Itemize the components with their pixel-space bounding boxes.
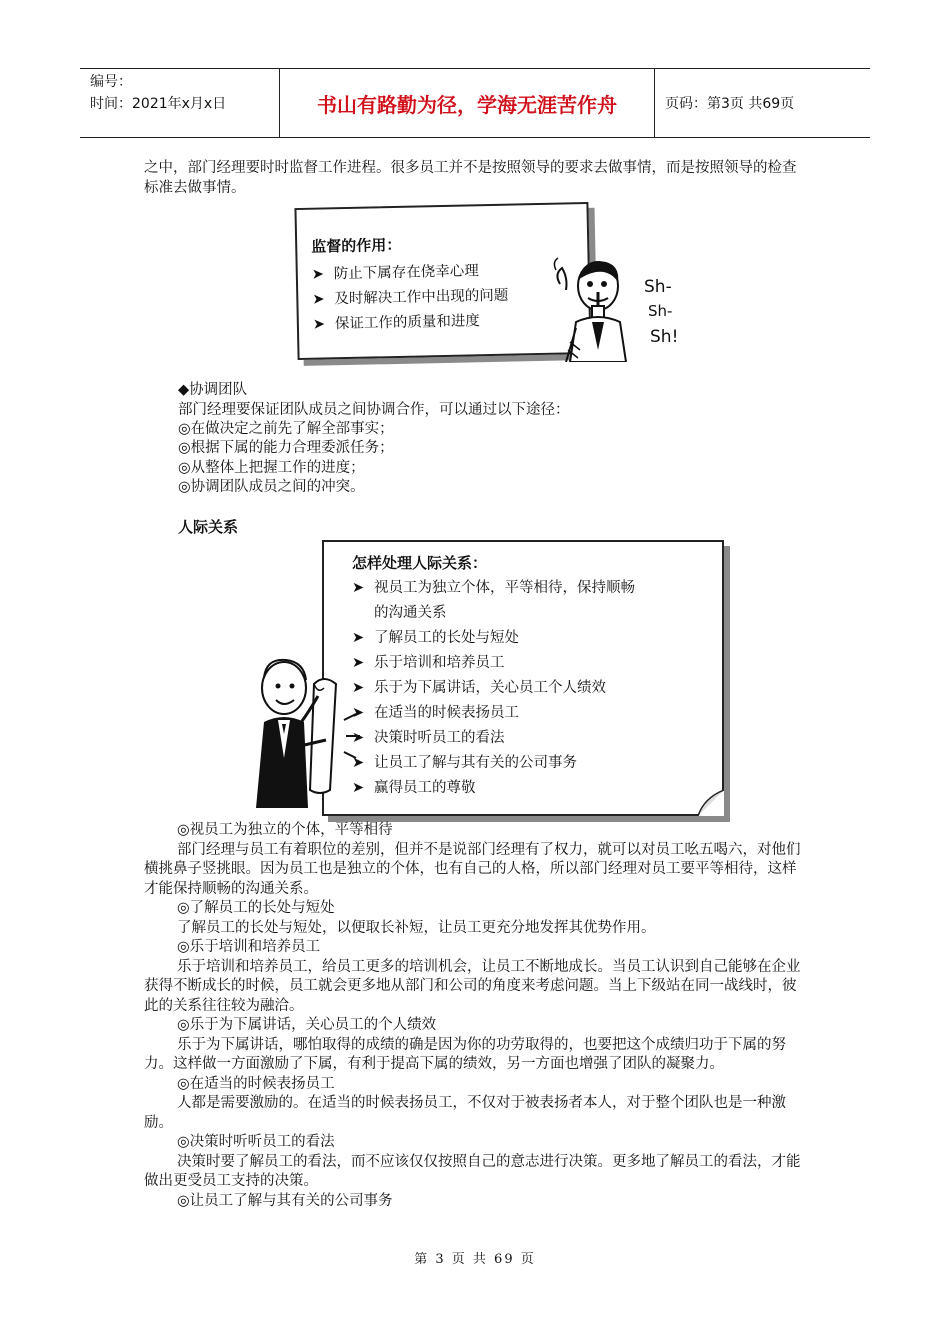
list-item: ➤ 让员工了解与其有关的公司事务 <box>352 751 635 776</box>
section-title: ◎让员工了解与其有关的公司事务 <box>177 1192 393 1209</box>
section-body: 乐于为下属讲话，哪怕取得的成绩的确是因为你的功劳取得的，也要把这个成绩归功于下属的努力。这样做一方面激励了下属，有利于提高下属的绩效，另一方面也增强了团队的凝聚力。 <box>144 1036 786 1072</box>
supervision-box-title: 监督的作用： <box>311 235 402 256</box>
arrow-icon: ➤ <box>311 266 325 283</box>
relations-heading: 人际关系 <box>178 518 239 536</box>
intro-paragraph: 之中，部门经理要时时监督工作进程。很多员工并不是按照领导的要求去做事情，而是按照领导的检查标准去做事情。 <box>144 160 797 196</box>
arrow-icon: ➤ <box>352 780 365 796</box>
presenter-illustration <box>244 640 364 812</box>
arrow-icon: ➤ <box>352 705 365 721</box>
list-item: ➤ 乐于为下属讲话，关心员工个人绩效 <box>352 676 635 701</box>
list-item: ➤ 决策时听员工的看法 <box>352 726 635 751</box>
section-title: ◎视员工为独立的个体，平等相待 <box>177 822 393 838</box>
section-title: ◎乐于为下属讲话，关心员工的个人绩效 <box>177 1017 437 1033</box>
list-item: ➤ 保证工作的质量和进度 <box>313 309 509 338</box>
section-body: 乐于培训和培养员工，给员工更多的培训机会，让员工不断地成长。当员工认识到自己能够在企业获得不断成长的时候，员工就会更多地从部门和公司的角度来考虑问题。当上下级站在同一战线时，彼此的关系往往较为融洽。 <box>144 958 801 1014</box>
list-item: ➤ 乐于培训和培养员工 <box>352 651 635 676</box>
relations-body <box>144 821 808 1211</box>
section-body: 了解员工的长处与短处，以便取长补短，让员工更充分地发挥其优势作用。 <box>177 919 656 936</box>
header-page-info: 页码：第3页 共69页 <box>665 96 795 112</box>
page-curl-icon <box>698 790 724 816</box>
arrow-icon: ➤ <box>352 655 365 671</box>
shushing-man-illustration <box>548 250 693 362</box>
section-body: 决策时要了解员工的看法，而不应该仅仅按照自己的意志进行决策。更多地了解员工的看法，才能做出更受员工支持的决策。 <box>144 1153 801 1189</box>
relations-box <box>322 540 724 816</box>
section-title: ◎乐于培训和培养员工 <box>177 939 321 955</box>
coordination-item: ◎从整体上把握工作的进度； <box>178 460 365 476</box>
speech-sh-1: Sh- <box>644 277 672 297</box>
list-item: 的沟通关系 <box>374 605 447 621</box>
arrow-icon: ➤ <box>352 680 365 696</box>
number-label: 编号： <box>90 74 132 90</box>
section-title: ◎在适当的时候表扬员工 <box>177 1075 335 1092</box>
supervision-list <box>312 259 510 338</box>
section-body: 人都是需要激励的。在适当的时候表扬员工，不仅对于被表扬者本人，对于整个团队也是一种激励。 <box>144 1095 786 1131</box>
page-footer: 第 3 页 共 69 页 <box>414 1252 536 1267</box>
list-item: ➤ 了解员工的长处与短处 <box>352 626 635 651</box>
arrow-icon: ➤ <box>352 730 365 746</box>
header-divider <box>654 69 655 137</box>
list-item: ➤ 及时解决工作中出现的问题 <box>312 284 508 313</box>
page-header <box>80 68 870 138</box>
section-title: ◎了解员工的长处与短处 <box>177 900 335 916</box>
coordination-item: ◎根据下属的能力合理委派任务； <box>178 440 394 456</box>
speech-sh-2: Sh- <box>648 302 673 320</box>
arrow-icon: ➤ <box>352 755 365 771</box>
arrow-icon: ➤ <box>352 630 365 646</box>
section-body: 部门经理与员工有着职位的差别，但并不是说部门经理有了权力，就可以对员工吆五喝六，对他们横挑鼻子竖挑眼。因为员工也是独立的个体，也有自己的人格，所以部门经理对员工要平等相待，这样才能保持顺畅的沟通关系。 <box>144 841 801 897</box>
time-label: 时间：2021年x月x日 <box>90 96 227 112</box>
coordination-heading: ◆协调团队 <box>178 382 248 398</box>
arrow-icon: ➤ <box>312 291 325 308</box>
arrow-icon: ➤ <box>312 316 326 333</box>
list-item: ➤ 防止下属存在侥幸心理 <box>312 259 508 288</box>
list-item: ➤ 视员工为独立个体，平等相待，保持顺畅 <box>352 576 635 601</box>
arrow-icon: ➤ <box>352 580 365 596</box>
header-meta <box>90 71 226 115</box>
list-item: ➤ 在适当的时候表扬员工 <box>352 701 635 726</box>
relations-list <box>352 576 635 801</box>
list-item: ➤ 赢得员工的尊敬 <box>352 776 635 801</box>
header-motto: 书山有路勤为径，学海无涯苦作舟 <box>317 92 617 117</box>
supervision-box <box>294 202 591 360</box>
speech-sh-3: Sh! <box>650 327 679 347</box>
coordination-intro: 部门经理要保证团队成员之间协调合作，可以通过以下途径： <box>178 402 570 418</box>
coordination-item: ◎在做决定之前先了解全部事实； <box>178 421 394 437</box>
coordination-item: ◎协调团队成员之间的冲突。 <box>178 479 365 495</box>
relations-box-title: 怎样处理人际关系： <box>352 554 488 572</box>
section-title: ◎决策时听听员工的看法 <box>177 1134 335 1150</box>
